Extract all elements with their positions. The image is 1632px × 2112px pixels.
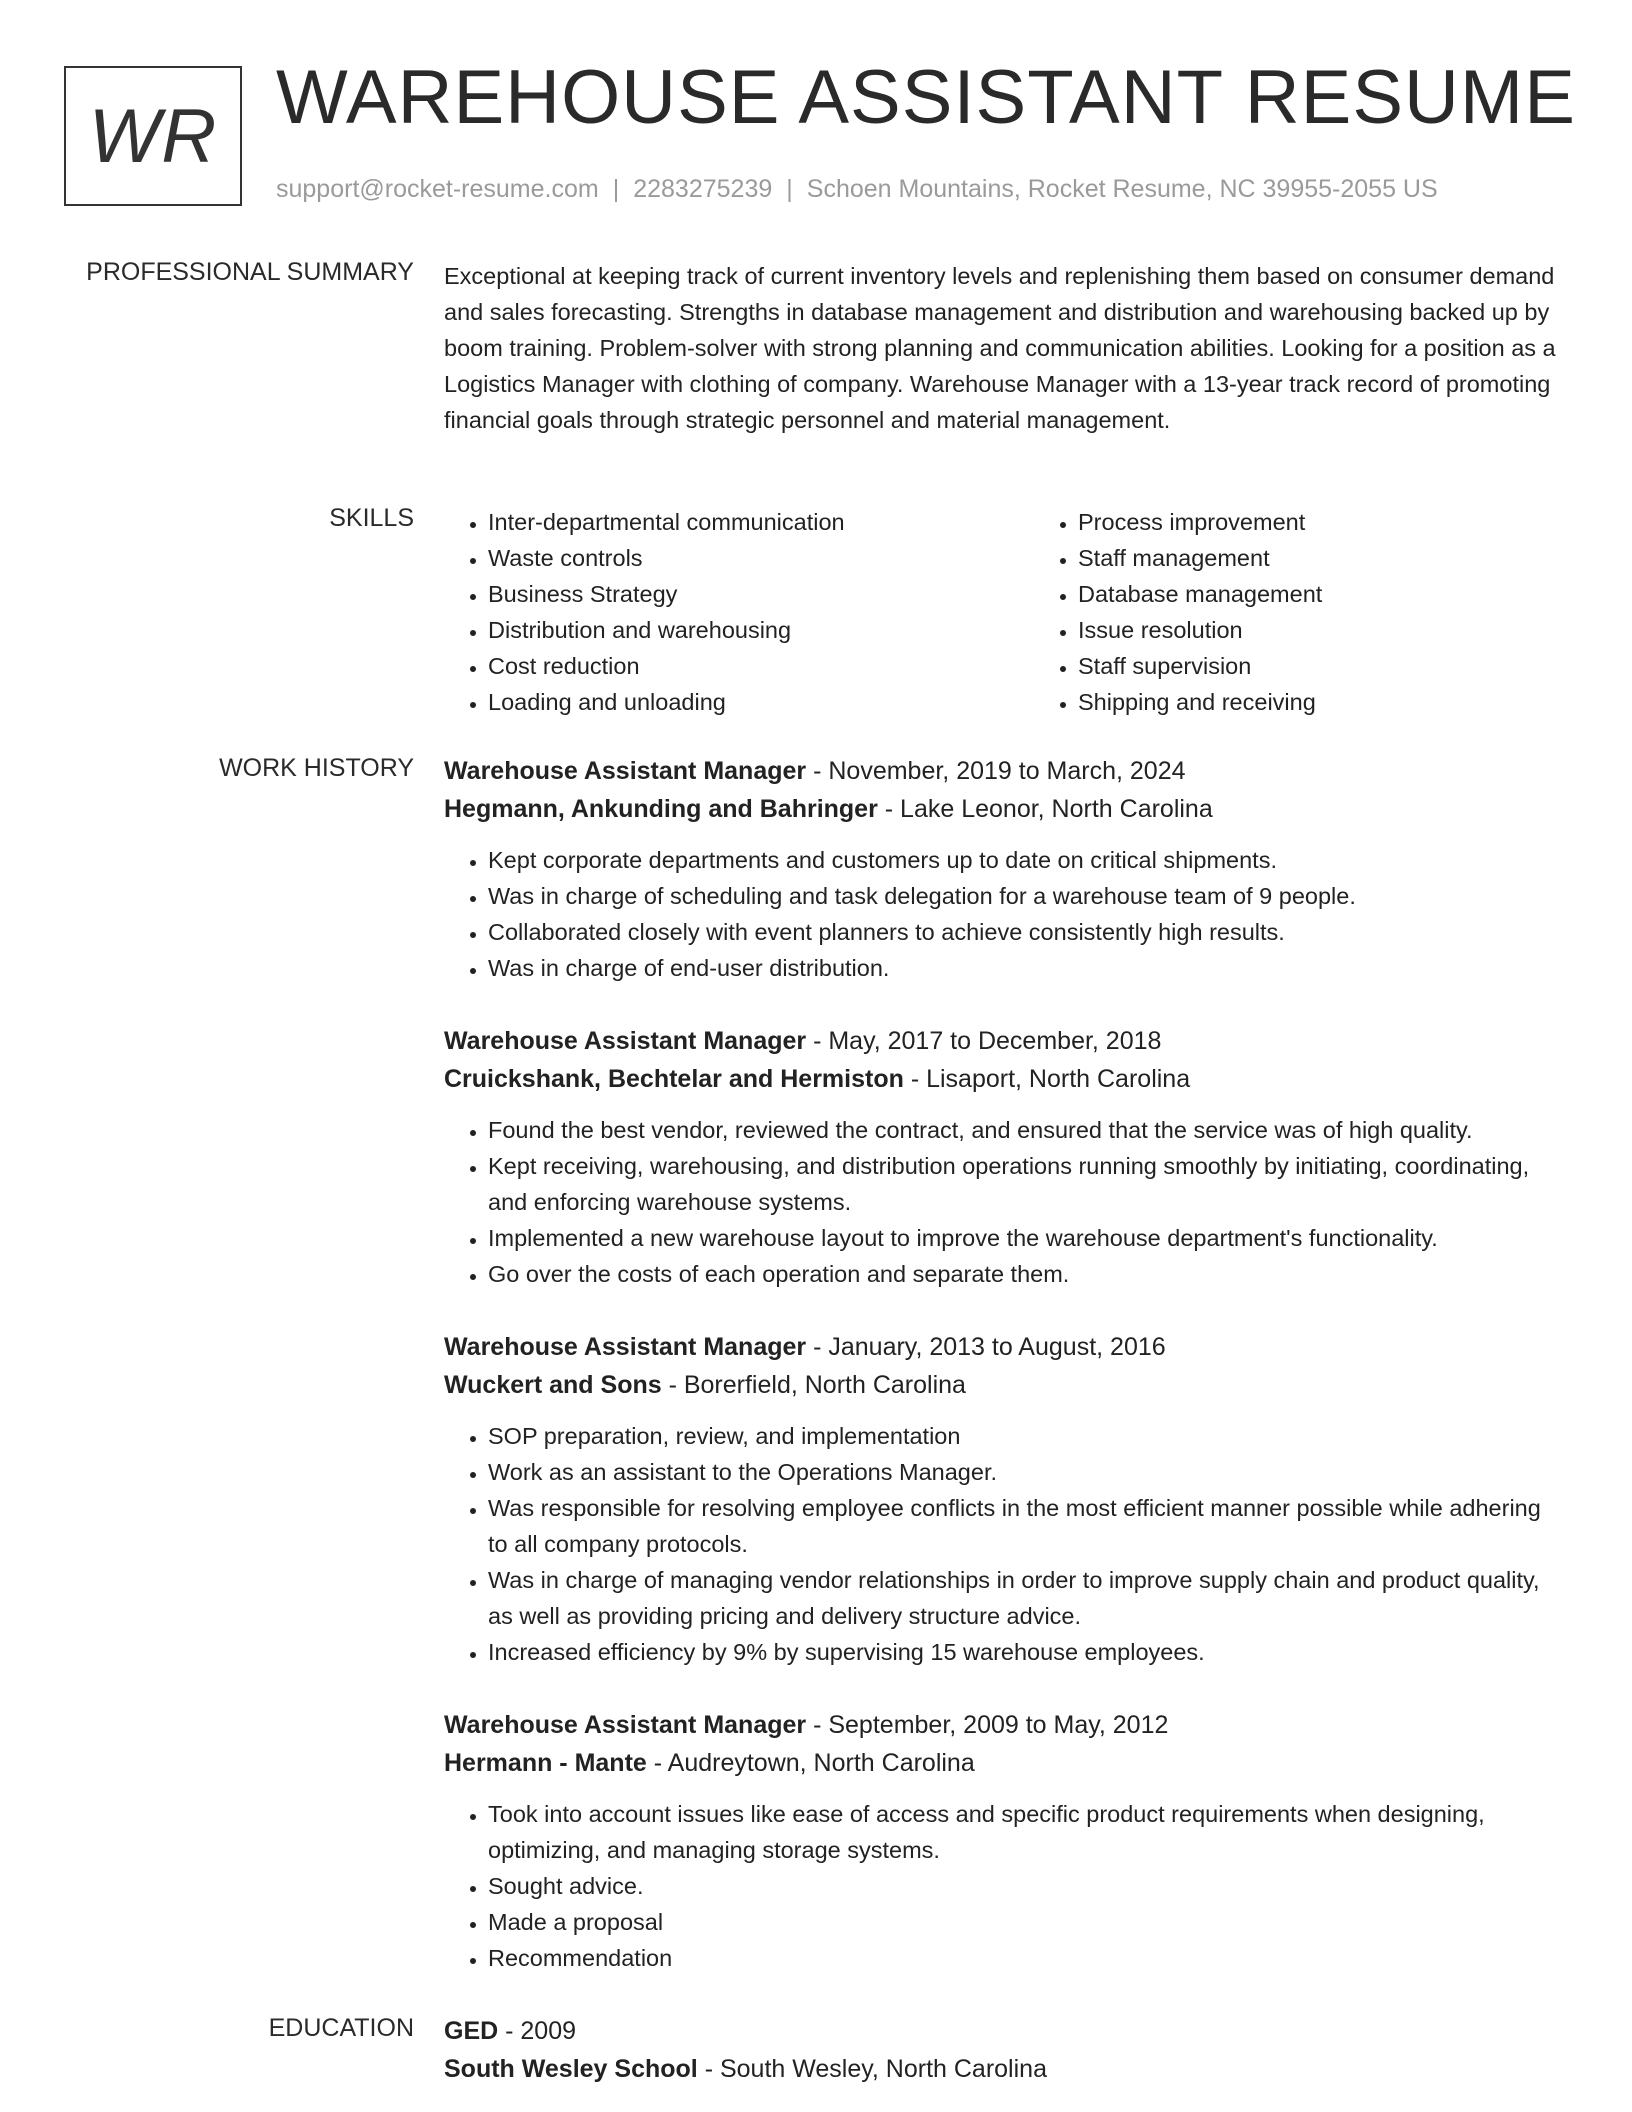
skill-item: • Waste controls: [488, 540, 1034, 576]
skills-list-left: [444, 504, 1034, 720]
skill-item: • Distribution and warehousing: [488, 612, 1034, 648]
job-bullet: • Work as an assistant to the Operations Manager.: [488, 1454, 1564, 1490]
job-location: - Lake Leonor, North Carolina: [877, 795, 1213, 823]
section-label-work-history: WORK HISTORY: [219, 754, 414, 782]
job-title: Warehouse Assistant Manager: [444, 1333, 807, 1361]
section-label-summary: PROFESSIONAL SUMMARY: [86, 258, 414, 286]
job-entry: [444, 752, 1564, 986]
job-company-line: [444, 1366, 1564, 1404]
resume-title: WAREHOUSE ASSISTANT RESUME: [276, 55, 1576, 140]
job-location: - Audreytown, North Carolina: [646, 1749, 975, 1777]
skill-item: • Process improvement: [1078, 504, 1624, 540]
job-entry: [444, 1022, 1564, 1292]
job-bullet: • SOP preparation, review, and implementation: [488, 1418, 1564, 1454]
education-entry: [444, 2012, 1564, 2088]
job-dates: - November, 2019 to March, 2024: [806, 757, 1186, 785]
skill-item: • Staff supervision: [1078, 648, 1624, 684]
job-bullet: • Implemented a new warehouse layout to improve the warehouse department's functionality.: [488, 1220, 1564, 1256]
monogram-text: WR: [88, 93, 218, 179]
education-year: - 2009: [498, 2017, 577, 2045]
job-dates: - January, 2013 to August, 2016: [806, 1333, 1166, 1361]
education-location: - South Wesley, North Carolina: [697, 2055, 1047, 2083]
job-company-line: [444, 1060, 1564, 1098]
contact-separator: |: [612, 175, 620, 203]
job-dates: - May, 2017 to December, 2018: [806, 1027, 1162, 1055]
job-title-line: [444, 1706, 1564, 1744]
job-bullet: • Made a proposal: [488, 1904, 1564, 1940]
section-label-education: EDUCATION: [268, 2014, 414, 2042]
job-bullet: • Was responsible for resolving employee conflicts in the most efficient manner possible while adhering to all company protocols.: [488, 1490, 1564, 1562]
skills-list-right: [1034, 504, 1624, 720]
job-bullet: • Was in charge of managing vendor relationships in order to improve supply chain and product quality, as well as providing pricing and delivery structure advice.: [488, 1562, 1564, 1634]
job-company: Hermann - Mante: [444, 1749, 647, 1777]
job-title: Warehouse Assistant Manager: [444, 757, 807, 785]
job-location: - Borerfield, North Carolina: [661, 1371, 966, 1399]
contact-phone: 2283275239: [633, 175, 773, 203]
skill-item: • Database management: [1078, 576, 1624, 612]
job-title: Warehouse Assistant Manager: [444, 1027, 807, 1055]
summary-text: Exceptional at keeping track of current inventory levels and replenishing them based on consumer demand and sales forecasting. Strengths in database management and distribution and warehousing backed up by boom training. Problem-solver with strong planning and communication abilities. Looking for a position as a Logistics Manager with clothing of company. Warehouse Manager with a 13-year track record of promoting financial goals through strategic personnel and material management.: [444, 263, 1556, 433]
job-company-line: [444, 1744, 1564, 1782]
job-bullet: • Increased efficiency by 9% by supervising 15 warehouse employees.: [488, 1634, 1564, 1670]
job-bullets: [444, 1112, 1564, 1292]
job-bullet: • Found the best vendor, reviewed the contract, and ensured that the service was of high quality.: [488, 1112, 1564, 1148]
job-bullet: • Recommendation: [488, 1940, 1564, 1976]
skill-item: • Inter-departmental communication: [488, 504, 1034, 540]
contact-line: [276, 175, 1438, 204]
job-entry: [444, 1328, 1564, 1670]
job-bullets: [444, 1418, 1564, 1670]
education-school-line: [444, 2050, 1564, 2088]
job-bullet: • Go over the costs of each operation and separate them.: [488, 1256, 1564, 1292]
job-location: - Lisaport, North Carolina: [903, 1065, 1191, 1093]
job-company-line: [444, 790, 1564, 828]
job-bullet: • Sought advice.: [488, 1868, 1564, 1904]
contact-address: Schoen Mountains, Rocket Resume, NC 39955-2055 US: [806, 175, 1438, 203]
job-title: Warehouse Assistant Manager: [444, 1711, 807, 1739]
skill-item: • Cost reduction: [488, 648, 1034, 684]
job-company: Hegmann, Ankunding and Bahringer: [444, 795, 878, 823]
job-bullet: • Took into account issues like ease of access and specific product requirements when designing, optimizing, and managing storage systems.: [488, 1796, 1564, 1868]
job-entry: [444, 1706, 1564, 1976]
contact-email: support@rocket-resume.com: [276, 175, 599, 203]
job-bullet: • Kept receiving, warehousing, and distribution operations running smoothly by initiating, coordinating, and enforcing warehouse systems.: [488, 1148, 1564, 1220]
skill-item: • Shipping and receiving: [1078, 684, 1624, 720]
job-dates: - September, 2009 to May, 2012: [806, 1711, 1169, 1739]
job-title-line: [444, 1022, 1564, 1060]
job-bullets: [444, 1796, 1564, 1976]
job-bullet: • Was in charge of scheduling and task delegation for a warehouse team of 9 people.: [488, 878, 1564, 914]
summary-section: [444, 258, 1564, 438]
job-title-line: [444, 752, 1564, 790]
skills-section: [444, 504, 1564, 720]
job-bullets: [444, 842, 1564, 986]
skill-item: • Loading and unloading: [488, 684, 1034, 720]
job-company: Cruickshank, Bechtelar and Hermiston: [444, 1065, 904, 1093]
job-bullet: • Collaborated closely with event planners to achieve consistently high results.: [488, 914, 1564, 950]
education-degree-line: [444, 2012, 1564, 2050]
job-company: Wuckert and Sons: [444, 1371, 662, 1399]
section-label-skills: SKILLS: [329, 504, 414, 532]
education-degree: GED: [444, 2017, 499, 2045]
education-school: South Wesley School: [444, 2055, 698, 2083]
skill-item: • Staff management: [1078, 540, 1624, 576]
job-title-line: [444, 1328, 1564, 1366]
contact-separator: |: [786, 175, 793, 203]
job-bullet: • Was in charge of end-user distribution.: [488, 950, 1564, 986]
monogram-logo: [64, 66, 242, 206]
job-bullet: • Kept corporate departments and customers up to date on critical shipments.: [488, 842, 1564, 878]
skill-item: • Issue resolution: [1078, 612, 1624, 648]
skill-item: • Business Strategy: [488, 576, 1034, 612]
